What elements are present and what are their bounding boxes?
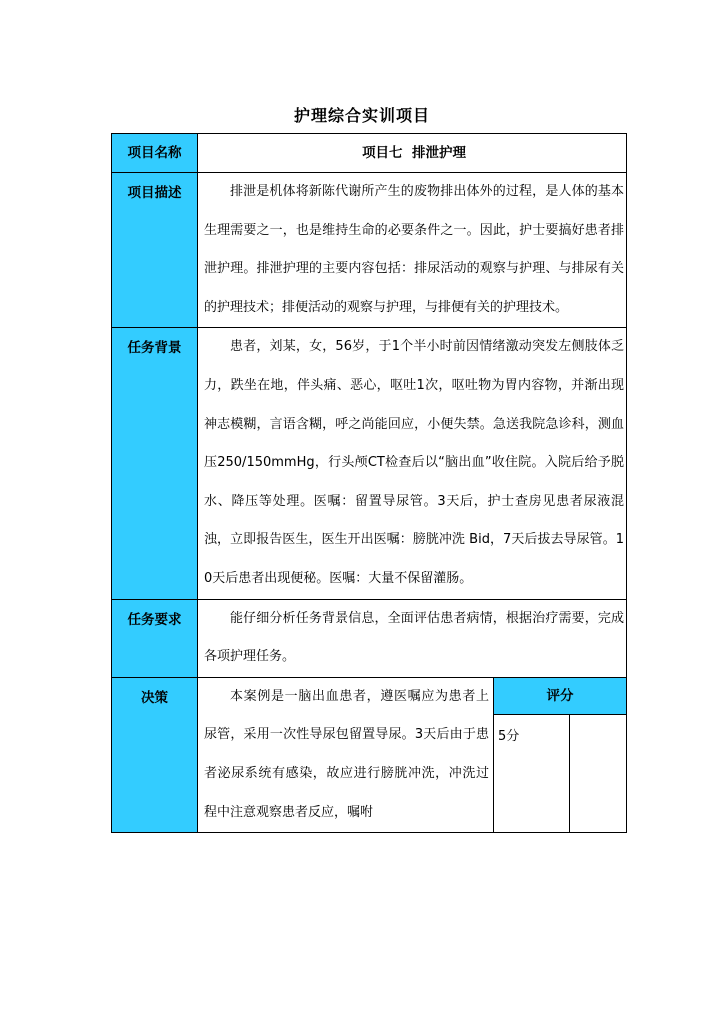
label-decision: 决策 bbox=[112, 677, 198, 832]
value-decision: 本案例是一脑出血患者，遵医嘱应为患者上尿管，采用一次性导尿包留置导尿。3天后由于患者泌尿系统有感染，故应进行膀胱冲洗，冲洗过程中注意观察患者反应，嘱咐 bbox=[198, 677, 494, 832]
document-title: 护理综合实训项目 bbox=[293, 106, 430, 125]
label-project-name: 项目名称 bbox=[112, 134, 198, 173]
value-project-description: 排泄是机体将新陈代谢所产生的废物排出体外的过程，是人体的基本生理需要之一，也是维持生命的必要条件之一。因此，护士要搞好患者排泄护理。排泄护理的主要内容包括：排尿活动的观察与护理、与排尿有关的护理技术；排便活动的观察与护理，与排便有关的护理技术。 bbox=[198, 173, 627, 328]
row-task-requirement bbox=[112, 599, 627, 677]
value-task-background: 患者，刘某，女，56岁，于1个半小时前因情绪激动突发左侧肢体乏力，跌坐在地，伴头痛、恶心，呕吐1次，呕吐物为胃内容物，并渐出现神志模糊，言语含糊，呼之尚能回应，小便失禁。急送我院急诊科，测血压250/150mmHg，行头颅CT检查后以“脑出血”收住院。入院后给予脱水、降压等处理。医嘱：留置导尿管。3天后，护士查房见患者尿液混浊，立即报告医生，医生开出医嘱：膀胱冲洗 Bid，7天后拔去导尿管。10天后患者出现便秘。医嘱：大量不保留灌肠。 bbox=[198, 328, 627, 599]
label-task-background: 任务背景 bbox=[112, 328, 198, 599]
row-decision bbox=[112, 677, 627, 714]
score-value: 5分 bbox=[494, 714, 570, 832]
label-task-requirement: 任务要求 bbox=[112, 599, 198, 677]
value-project-name: 项目七 排泄护理 bbox=[198, 134, 627, 173]
row-project-name bbox=[112, 134, 627, 173]
row-project-description bbox=[112, 173, 627, 328]
label-project-description: 项目描述 bbox=[112, 173, 198, 328]
row-task-background bbox=[112, 328, 627, 599]
score-header: 评分 bbox=[494, 677, 627, 714]
value-task-requirement: 能仔细分析任务背景信息，全面评估患者病情，根据治疗需要，完成各项护理任务。 bbox=[198, 599, 627, 677]
project-table bbox=[111, 133, 627, 833]
score-empty-cell bbox=[570, 714, 627, 832]
